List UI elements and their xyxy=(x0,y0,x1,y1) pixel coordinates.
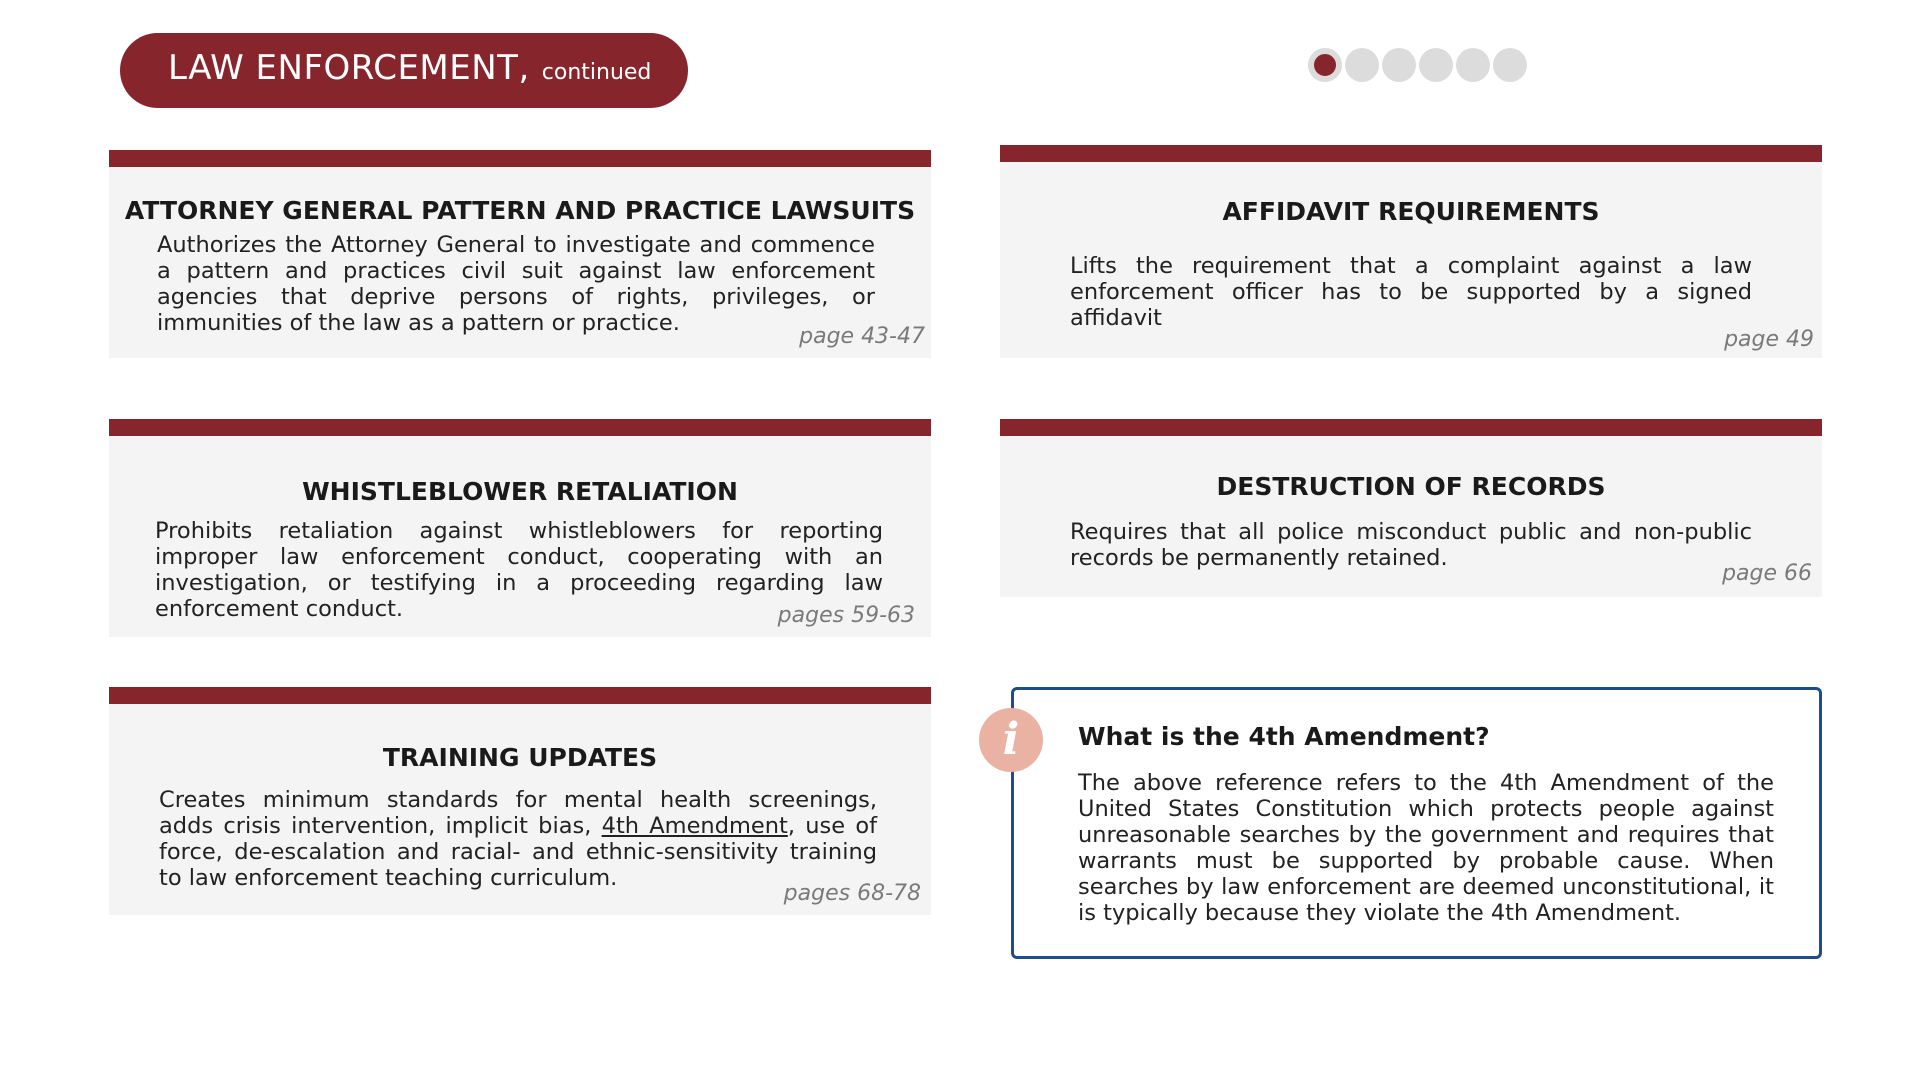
page-title xyxy=(120,33,688,108)
card-body: Lifts the requirement that a complaint against a law enforcement officer has to be supported by a signed affidavit xyxy=(1070,253,1752,331)
card-body: Prohibits retaliation against whistleblowers for reporting improper law enforcement conduct, cooperating with an investigation, or testifying in a proceeding regarding law enforcement conduct. xyxy=(155,518,883,622)
card-body-text: , use of force, de-escalation and racial- and ethnic-sensitivity training to law enforcement teaching curriculum. xyxy=(159,813,878,891)
card-heading: ATTORNEY GENERAL PATTERN AND PRACTICE LAWSUITS xyxy=(124,196,916,225)
pagination-dot-1[interactable] xyxy=(1308,48,1342,82)
pagination-dot-5[interactable] xyxy=(1456,48,1490,82)
card-accent-bar xyxy=(1000,145,1822,162)
card-page-ref: pages 68-78 xyxy=(783,881,921,906)
card-heading: WHISTLEBLOWER RETALIATION xyxy=(302,477,738,506)
card-affidavit xyxy=(1000,145,1822,358)
card-page-ref: page 66 xyxy=(1722,561,1812,586)
card-accent-bar xyxy=(109,150,931,167)
card-page-ref: pages 59-63 xyxy=(777,603,915,628)
pagination-dot-4[interactable] xyxy=(1419,48,1453,82)
card-body: Requires that all police misconduct public and non-public records be permanently retained. xyxy=(1070,519,1752,571)
info-callout xyxy=(1011,687,1822,959)
info-body: The above reference refers to the 4th Amendment of the United States Constitution which protects people against unreasonable searches by the government and requires that warrants must be supported by probable cause. When searches by law enforcement are deemed unconstitutional, it is typically because they violate the 4th Amendment. xyxy=(1078,770,1774,926)
card-accent-bar xyxy=(109,687,931,704)
card-training-updates xyxy=(109,687,931,915)
amendment-link[interactable]: 4th Amendment xyxy=(601,813,788,839)
card-accent-bar xyxy=(1000,419,1822,436)
pagination-dot-2[interactable] xyxy=(1345,48,1379,82)
card-destruction-records xyxy=(1000,419,1822,597)
slide-pagination xyxy=(1308,48,1530,82)
card-body-text: Creates minimum standards for mental health screenings, adds crisis intervention, implicit bias, xyxy=(159,787,877,839)
card-heading: DESTRUCTION OF RECORDS xyxy=(1216,472,1606,501)
card-attorney-general xyxy=(109,150,931,358)
page-title-main: LAW ENFORCEMENT, xyxy=(168,48,530,88)
card-page-ref: page 43-47 xyxy=(799,324,925,349)
card-whistleblower xyxy=(109,419,931,637)
card-accent-bar xyxy=(109,419,931,436)
card-heading: AFFIDAVIT REQUIREMENTS xyxy=(1222,197,1600,226)
card-body xyxy=(159,787,877,891)
card-body: Authorizes the Attorney General to investigate and commence a pattern and practices civil suit against law enforcement agencies that deprive persons of rights, privileges, or immunities of the law as a pattern or practice. xyxy=(157,232,875,336)
page-title-subtitle: continued xyxy=(541,60,652,85)
pagination-dot-6[interactable] xyxy=(1493,48,1527,82)
card-page-ref: page 49 xyxy=(1724,327,1814,352)
card-heading: TRAINING UPDATES xyxy=(382,743,658,772)
info-title: What is the 4th Amendment? xyxy=(1078,722,1490,751)
pagination-dot-3[interactable] xyxy=(1382,48,1416,82)
info-icon: i xyxy=(979,708,1043,772)
